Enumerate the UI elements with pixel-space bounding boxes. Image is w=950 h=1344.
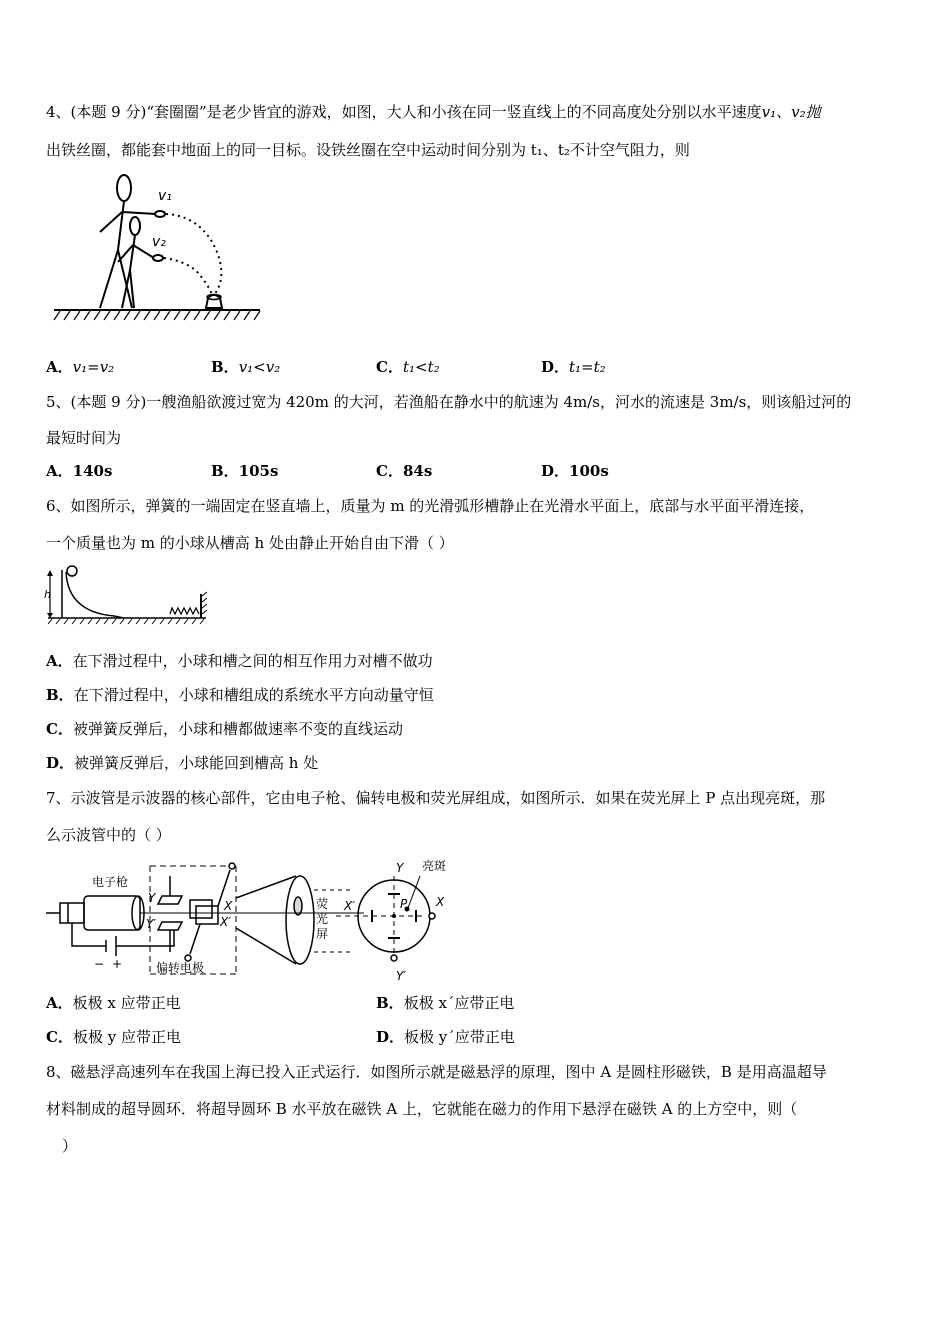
option-label: D．: [46, 754, 75, 772]
q7-option-d[interactable]: [376, 1027, 515, 1047]
screen-label-char3: 屏: [316, 927, 329, 941]
q4-ring-toss-figure: [52, 170, 264, 325]
curved-groove: [66, 572, 124, 618]
q5-stem-line1: 5、(本题 9 分)一艘渔船欲渡过宽为 420m 的大河，若渔船在静水中的航速为 4m/s，河水的流速是 3m/s，则该船过河的: [46, 393, 852, 411]
option-label: B．: [211, 462, 239, 480]
q5-option-a[interactable]: [46, 461, 112, 481]
option-text: 板极 y 应带正电: [72, 1028, 181, 1046]
option-label: C．: [46, 720, 73, 738]
q4-stem-text: 4、(本题 9 分)“套圈圈”是老少皆宜的游戏，如图，大人和小孩在同一竖直线上的不同高度处分别以水平速度: [46, 103, 762, 121]
h-label: h: [44, 588, 51, 601]
q7-option-c[interactable]: [46, 1027, 181, 1047]
screen-x-prime-label: X′: [344, 899, 355, 913]
q6-option-c[interactable]: [46, 719, 403, 739]
screen-y-prime-label: Y′: [396, 969, 407, 982]
y-plate-label: Y: [148, 891, 156, 905]
option-text: 84s: [402, 462, 433, 480]
option-label: A．: [46, 652, 73, 670]
x-plate-label: X: [224, 899, 233, 913]
option-text: t₁=t₂: [569, 358, 606, 376]
option-text: t₁<t₂: [402, 358, 440, 376]
option-label: A．: [46, 358, 73, 376]
ball: [67, 566, 77, 576]
trajectory-2: [164, 258, 212, 295]
v2-label: v₂: [152, 234, 166, 250]
y-prime-plate-label: Y′: [146, 917, 157, 931]
option-label: D．: [541, 358, 570, 376]
q7-oscilloscope-tube-figure: [44, 856, 456, 982]
option-text: 140s: [72, 462, 113, 480]
q6-option-a[interactable]: [46, 651, 433, 671]
option-label: D．: [541, 462, 570, 480]
trajectory-1: [166, 214, 221, 295]
target: [206, 295, 222, 308]
option-label: A．: [46, 462, 73, 480]
q4-option-a[interactable]: [46, 357, 114, 377]
q6-option-b[interactable]: [46, 685, 434, 705]
q5-option-b[interactable]: [211, 461, 278, 481]
option-label: B．: [211, 358, 239, 376]
q6-curved-track-figure: [44, 562, 210, 626]
option-label: C．: [376, 462, 403, 480]
q4-stem-line1: [46, 102, 821, 122]
q8-stem-line3: ）: [62, 1137, 78, 1155]
option-label: D．: [376, 1028, 405, 1046]
option-text: 100s: [569, 462, 609, 480]
option-text: v₁<v₂: [238, 358, 281, 376]
option-label: C．: [46, 1028, 73, 1046]
screen-y-label: Y: [396, 861, 404, 875]
q5-option-d[interactable]: [541, 461, 609, 481]
option-text: v₁=v₂: [72, 358, 115, 376]
q6-option-d[interactable]: [46, 753, 318, 773]
screen-label-char1: 荧: [316, 897, 329, 911]
option-label: B．: [46, 686, 74, 704]
q4-stem-velocities: v₁、v₂抛: [761, 103, 821, 121]
screen-x-label: X: [436, 895, 445, 909]
electron-gun-label: 电子枪: [92, 875, 129, 889]
option-text: 在下滑过程中，小球和槽组成的系统水平方向动量守恒: [73, 686, 434, 704]
x-prime-plate-label: X′: [220, 915, 231, 929]
q4-stem-line2: 出铁丝圈，都能套中地面上的同一目标。设铁丝圈在空中运动时间分别为 t₁、t₂不计空气阻力，则: [46, 141, 690, 159]
deflection-electrodes-label: 偏转电极: [156, 961, 205, 975]
option-label: A．: [46, 994, 73, 1012]
q7-option-b[interactable]: [376, 993, 514, 1013]
q4-option-d[interactable]: [541, 357, 606, 377]
option-text: 板极 x 应带正电: [72, 994, 181, 1012]
option-text: 105s: [238, 462, 279, 480]
fluorescent-screen-label: [316, 897, 328, 941]
adult-figure: [100, 175, 156, 308]
child-figure: [118, 217, 154, 308]
q6-stem-line2: 一个质量也为 m 的小球从槽高 h 处由静止开始自由下滑（ ）: [46, 534, 454, 552]
option-text: 被弹簧反弹后，小球和槽都做速率不变的直线运动: [72, 720, 403, 738]
q5-option-c[interactable]: [376, 461, 432, 481]
q4-option-b[interactable]: [211, 357, 280, 377]
option-text: 被弹簧反弹后，小球能回到槽高 h 处: [74, 754, 319, 772]
spring: [170, 608, 199, 614]
q7-option-a[interactable]: [46, 993, 181, 1013]
q5-stem-line2: 最短时间为: [46, 429, 122, 447]
option-text: 板极 x´应带正电: [403, 994, 515, 1012]
q7-stem-line1: 7、示波管是示波器的核心部件，它由电子枪、偏转电极和荧光屏组成，如图所示．如果在荧光屏上 P 点出现亮斑，那: [46, 789, 826, 807]
v1-label: v₁: [158, 188, 172, 204]
bright-spot-label: 亮斑: [422, 859, 447, 873]
option-text: 板极 y´应带正电: [404, 1028, 515, 1046]
q7-stem-line2: 么示波管中的（ ）: [46, 826, 171, 844]
p-label: P: [400, 897, 408, 911]
q6-stem-line1: 6、如图所示，弹簧的一端固定在竖直墙上，质量为 m 的光滑弧形槽静止在光滑水平面上，底部与水平面平滑连接，: [46, 497, 815, 515]
minus-label: −: [94, 957, 105, 971]
q4-option-c[interactable]: [376, 357, 440, 377]
ring-2: [153, 255, 163, 261]
option-label: C．: [376, 358, 403, 376]
screen-label-char2: 光: [316, 912, 329, 926]
q8-stem-line2: 材料制成的超导圆环．将超导圆环 B 水平放在磁铁 A 上，它就能在磁力的作用下悬浮在磁铁 A 的上方空中，则（: [46, 1100, 798, 1118]
option-label: B．: [376, 994, 404, 1012]
q8-stem-line1: 8、磁悬浮高速列车在我国上海已投入正式运行．如图所示就是磁悬浮的原理，图中 A 是圆柱形磁铁，B 是用高温超导: [46, 1063, 827, 1081]
option-text: 在下滑过程中，小球和槽之间的相互作用力对槽不做功: [72, 652, 433, 670]
plus-label: +: [112, 957, 123, 971]
ring-1: [155, 211, 165, 217]
